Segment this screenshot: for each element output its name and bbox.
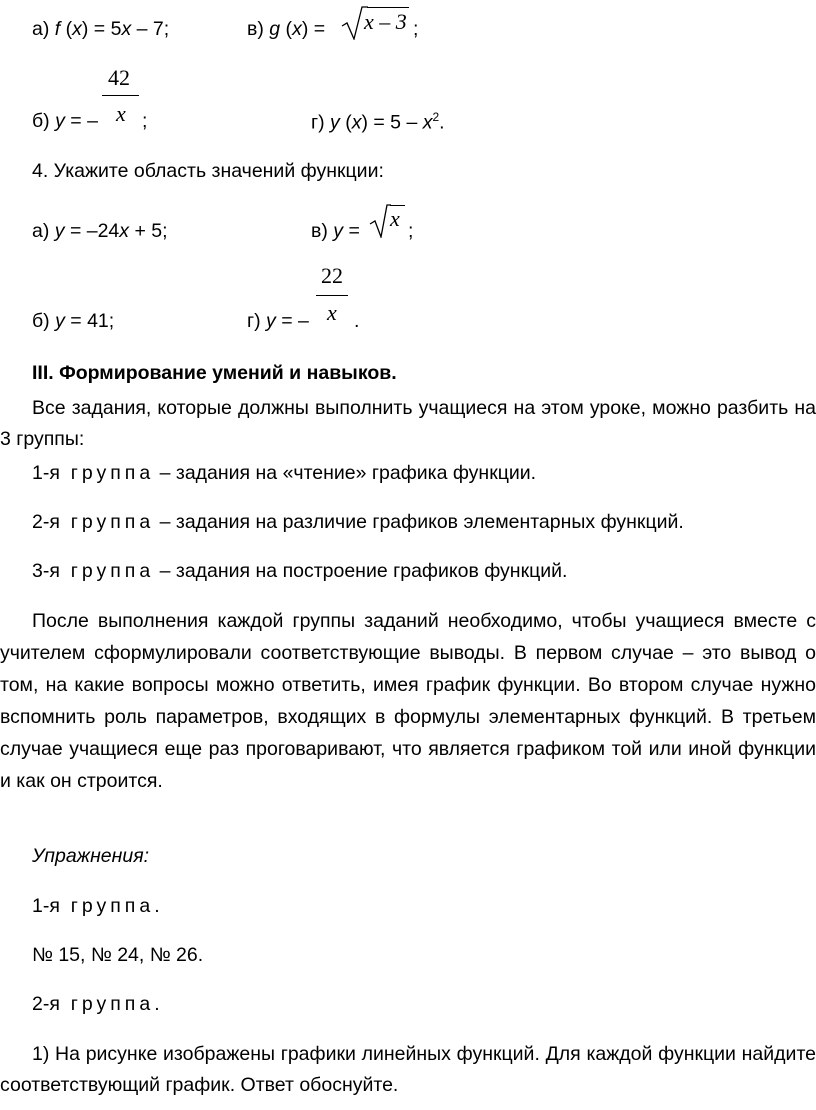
ex4-item-v (311, 220, 360, 243)
fn-arg: x (292, 18, 302, 40)
fn-arg: x (72, 18, 82, 40)
fn-name: f (54, 18, 61, 40)
ex4-item-b (32, 310, 114, 333)
group-word: группа (70, 895, 155, 917)
fn-tail: + 5; (134, 220, 168, 242)
fraction-bar (102, 95, 139, 96)
fn-name: y (54, 220, 65, 242)
fn-name: y (266, 310, 276, 332)
fn-name: y (333, 220, 344, 242)
fn-exp: 2 (432, 110, 440, 124)
fn-eq: = 5 – (373, 111, 418, 134)
fn-eq: = (348, 220, 360, 242)
group-dot: . (154, 895, 160, 917)
group-word: группа (70, 462, 155, 484)
paragraph-text: После выполнения каждой группы заданий необходимо, чтобы учащиеся вместе с учителем сформулировали соответствующие выводы. В первом случае – это вывод о том, на какие вопросы можно ответить, имея график функции. Во втором случае нужно вспомнить роль параметров, входящих в формулы элементарных функций. В третьем случае учащиеся еще раз проговаривают, что является графиком той или иной функции и как он строится. (0, 610, 816, 792)
group-word: группа (70, 511, 155, 533)
fn-eq: = –24 (69, 220, 120, 242)
group-num: 2-я (32, 993, 60, 1015)
fn-var: x (422, 111, 433, 134)
group-2-line (32, 511, 684, 534)
fn-eq: = 5 (93, 18, 122, 40)
fn-eq: = – (70, 110, 98, 132)
ex4-heading: 4. Укажите область значений функции: (32, 160, 384, 182)
fn-tail: – 7; (136, 18, 170, 40)
group-1-tasks: № 15, № 24, № 26. (32, 944, 204, 966)
group-num: 1-я (32, 895, 60, 917)
sqrt-radicand: x – 3 (364, 9, 407, 34)
item-label: б) (32, 310, 50, 332)
group-2-header (32, 993, 160, 1016)
fraction-denominator: x (116, 101, 126, 126)
sqrt-bar (367, 7, 409, 8)
item-label: а) (32, 220, 50, 242)
task-text: 1) На рисунке изображены графики линейных функций. Для каждой функции найдите соответствующий график. Ответ обоснуйте. (0, 1043, 816, 1096)
fn-arg: x (351, 111, 362, 134)
fn-name: y (330, 111, 340, 134)
ex3-v-tail: ; (413, 18, 419, 40)
group-1-header (32, 895, 160, 918)
fraction-bar (316, 295, 348, 296)
section-intro (0, 393, 816, 455)
fraction-numerator: 22 (321, 263, 343, 288)
group-text: – задания на различие графиков элементарных функций. (159, 511, 684, 533)
fn-var: x (119, 220, 130, 242)
group-num: 3-я (32, 560, 60, 582)
item-label: г) (247, 310, 261, 332)
fraction-denominator: x (327, 300, 337, 325)
fn-name: y (55, 310, 65, 332)
fn-eq: = (313, 18, 326, 40)
ex4-item-a (32, 220, 168, 243)
fn-eq: = 41; (70, 310, 115, 332)
group-1-line (32, 462, 536, 485)
item-label: г) (311, 111, 325, 134)
ex3-item-a: а) f (x) = 5x – 7; (32, 18, 170, 40)
section-title: III. Формирование умений и навыков. (32, 362, 397, 384)
sqrt-radicand: x (390, 206, 400, 231)
fn-var: x (121, 18, 132, 40)
group-dot: . (154, 993, 160, 1015)
group-text: – задания на построение графиков функций. (159, 560, 568, 582)
task-1 (0, 1039, 816, 1101)
ex4-g-tail: . (354, 310, 360, 332)
group-text: – задания на «чтение» графика функции. (159, 462, 537, 484)
intro-text: Все задания, которые должны выполнить учащиеся на этом уроке, можно разбить на 3 группы: (0, 397, 816, 450)
fn-name: y (55, 110, 65, 132)
group-3-line (32, 560, 567, 583)
item-label: а) (32, 18, 50, 40)
group-word: группа (70, 993, 155, 1015)
group-word: группа (70, 560, 155, 582)
ex3-item-b (32, 110, 98, 133)
ex3-item-v: в) g (x) = (247, 18, 326, 40)
main-paragraph (0, 605, 816, 797)
item-label: в) (311, 220, 328, 242)
item-label: б) (32, 110, 50, 132)
group-num: 1-я (32, 462, 60, 484)
fraction-numerator: 42 (108, 65, 130, 90)
fn-eq: = – (281, 310, 309, 332)
ex4-v-tail: ; (408, 220, 414, 242)
exercises-title: Упражнения: (32, 845, 150, 867)
fn-name: g (269, 18, 281, 40)
fn-tail: . (439, 111, 445, 134)
group-num: 2-я (32, 511, 60, 533)
sqrt-radical-icon (368, 204, 392, 238)
ex4-item-g (247, 310, 309, 333)
item-label: в) (247, 18, 264, 40)
ex3-item-g: г) y $(x) = 5 - x^2$. (311, 110, 445, 134)
ex3-b-tail: ; (142, 110, 148, 132)
